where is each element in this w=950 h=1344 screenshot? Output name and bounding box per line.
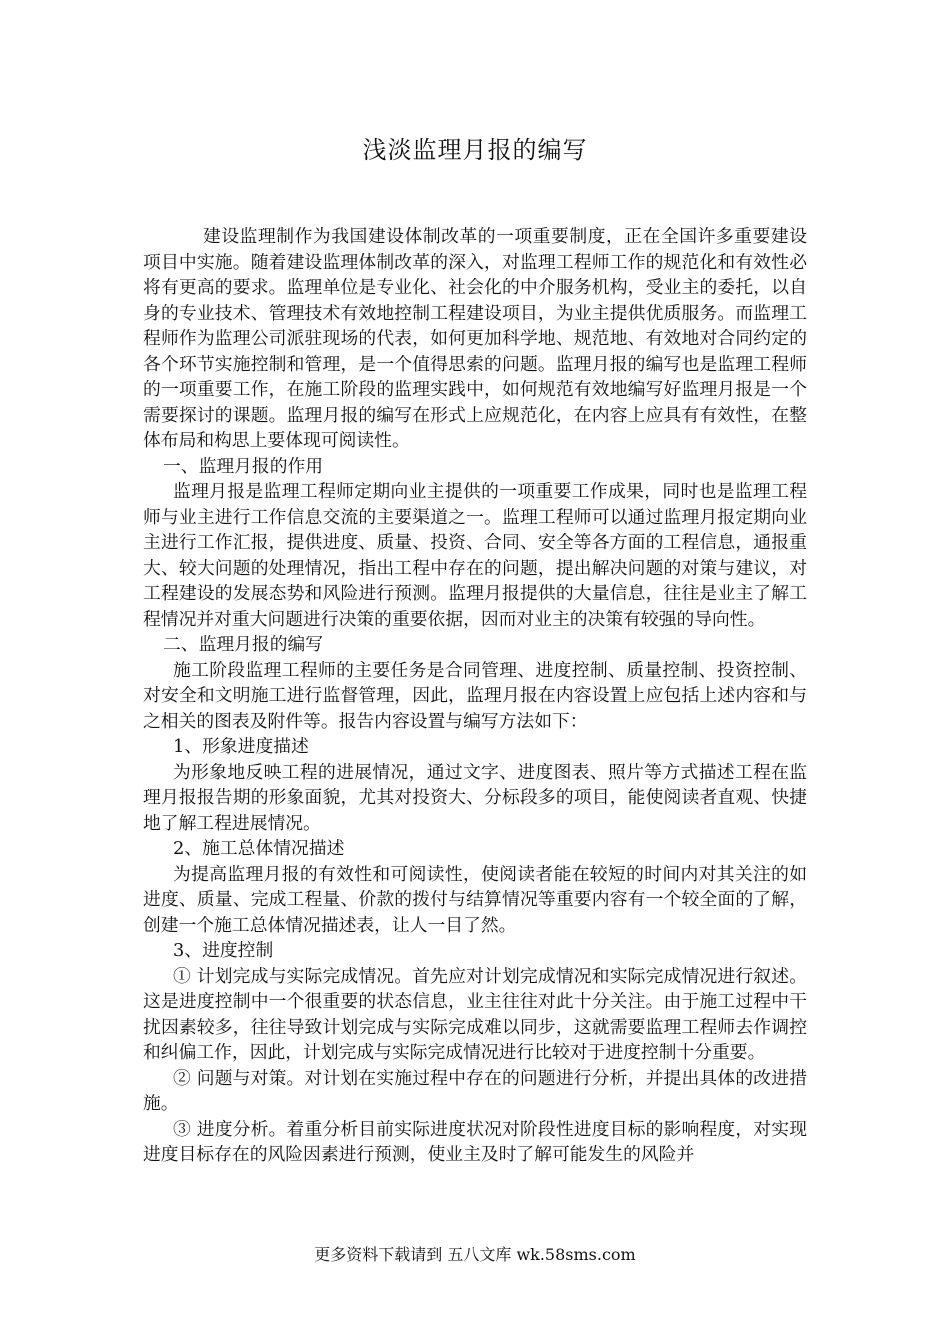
paragraph-overall: 为提高监理月报的有效性和可阅读性，使阅读者能在较短的时间内对其关注的如进度、质量、完成工程量、价款的拨付与结算情况等重要内容有一个较全面的了解，创建一个施工总体情况描述表，让人一目了然。 xyxy=(143,863,807,936)
footer-link-text: 更多资料下载请到 五八文库 wk.58sms.com xyxy=(314,1245,636,1264)
list-item: ③ 进度分析。着重分析目前实际进度状况对阶段性进度目标的影响程度，对实现进度目标存在的风险因素进行预测，使业主及时了解可能发生的风险并 xyxy=(143,1118,807,1165)
subheading-2: 2、施工总体情况描述 xyxy=(173,838,345,859)
paragraph-writing: 施工阶段监理工程师的主要任务是合同管理、进度控制、质量控制、投资控制、对安全和文明施工进行监督管理，因此，监理月报在内容设置上应包括上述内容和与之相关的图表及附件等。报告内容设置与编写方法如下： xyxy=(143,659,807,732)
list-item: ① 计划完成与实际完成情况。首先应对计划完成情况和实际完成情况进行叙述。这是进度控制中一个很重要的状态信息，业主往往对此十分关注。由于施工过程中干扰因素较多，往往导致计划完成与实际完成难以同步，这就需要监理工程师去作调控和纠偏工作，因此，计划完成与实际完成情况进行比较对于进度控制十分重要。 xyxy=(143,965,807,1063)
paragraph-progress-image: 为形象地反映工程的进展情况，通过文字、进度图表、照片等方式描述工程在监理月报报告期的形象面貌，尤其对投资大、分标段多的项目，能使阅读者直观、快捷地了解工程进展情况。 xyxy=(143,761,807,834)
subheading-1: 1、形象进度描述 xyxy=(173,736,309,757)
document-body xyxy=(143,224,807,1168)
paragraph-role: 监理月报是监理工程师定期向业主提供的一项重要工作成果，同时也是监理工程师与业主进行工作信息交流的主要渠道之一。监理工程师可以通过监理月报定期向业主进行工作汇报，提供进度、质量、投资、合同、安全等各方面的工程信息，通报重大、较大问题的处理情况，指出工程中存在的问题，提出解决问题的对策与建议，对工程建设的发展态势和风险进行预测。监理月报提供的大量信息，往往是业主了解工程情况并对重大问题进行决策的重要依据，因而对业主的决策有较强的导向性。 xyxy=(143,481,807,630)
paragraph-intro: 建设监理制作为我国建设体制改革的一项重要制度，正在全国许多重要建设项目中实施。随着建设监理体制改革的深入，对监理工程师工作的规范化和有效性必将有更高的要求。监理单位是专业化、社会化的中介服务机构，受业主的委托，以自身的专业技术、管理技术有效地控制工程建设项目，为业主提供优质服务。而监理工程师作为监理公司派驻现场的代表，如何更加科学地、规范地、有效地对合同约定的各个环节实施控制和管理，是一个值得思索的问题。监理月报的编写也是监理工程师的一项重要工作，在施工阶段的监理实践中，如何规范有效地编写好监理月报是一个需要探讨的课题。监理月报的编写在形式上应规范化，在内容上应具有有效性，在整体布局和构思上要体现可阅读性。 xyxy=(143,226,807,451)
section-heading-1: 一、监理月报的作用 xyxy=(163,455,324,477)
list-item: ② 问题与对策。对计划在实施过程中存在的问题进行分析，并提出具体的改进措施。 xyxy=(143,1067,807,1114)
subheading-3: 3、进度控制 xyxy=(173,940,274,961)
section-heading-2: 二、监理月报的编写 xyxy=(163,634,324,655)
document-title: 浅淡监理月报的编写 xyxy=(362,136,588,164)
